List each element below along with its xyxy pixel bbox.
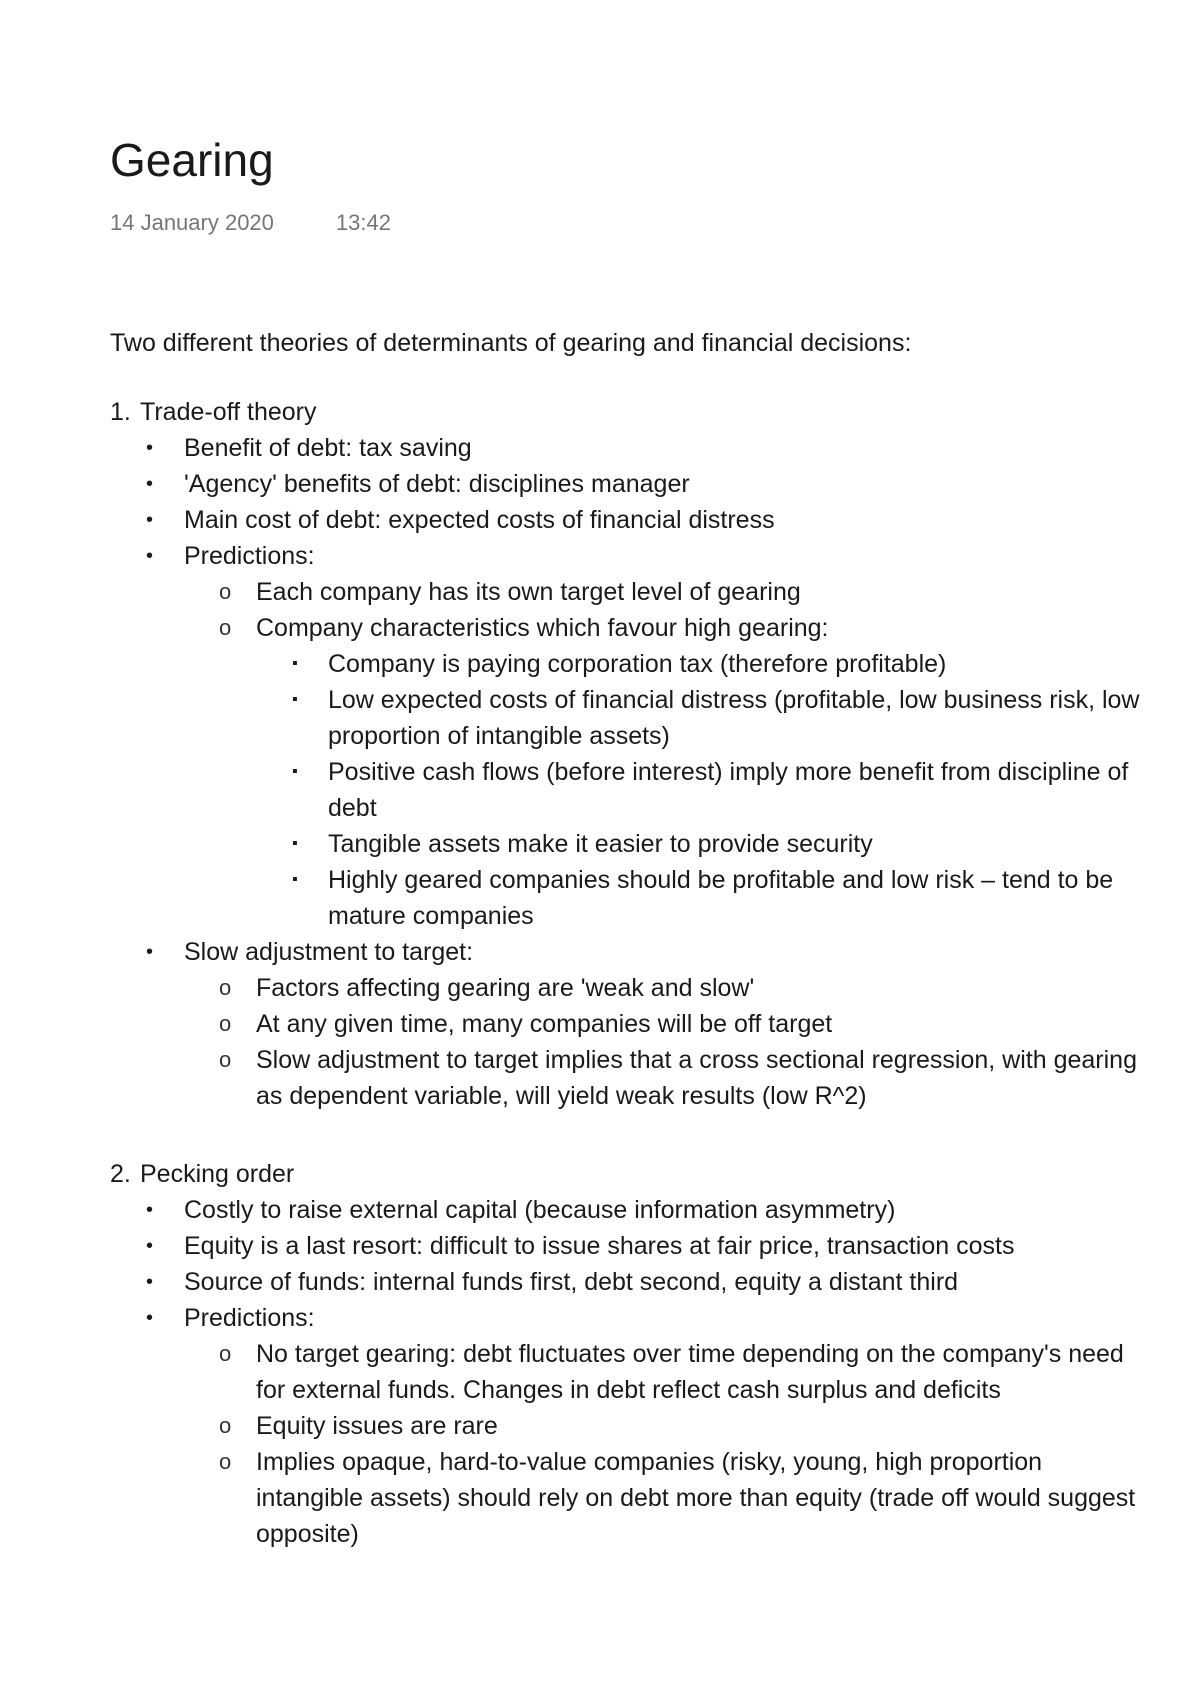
sub-bullet-item xyxy=(184,1444,1140,1552)
circle-marker: o xyxy=(219,1047,232,1072)
bullet-text: Slow adjustment to target: xyxy=(184,938,474,966)
bullet-marker: • xyxy=(146,1307,154,1329)
circle-marker: o xyxy=(219,579,232,604)
bullet-text: Factors affecting gearing are 'weak and slow' xyxy=(256,974,755,1002)
sub-bullet-item xyxy=(184,610,1140,934)
bullet-marker: • xyxy=(146,1199,154,1221)
square-marker: ▪ xyxy=(292,691,298,708)
sub-sub-bullet-item xyxy=(256,862,1140,934)
square-marker: ▪ xyxy=(292,763,298,780)
bullet-item xyxy=(110,1264,1140,1300)
bullet-text: Slow adjustment to target implies that a cross sectional regression, with gearing as dependent variable, will yield weak results (low R^2) xyxy=(256,1046,1137,1110)
page-title: Gearing xyxy=(110,134,274,186)
sub-sub-bullet-item xyxy=(256,646,1140,682)
bullet-text: Each company has its own target level of gearing xyxy=(256,578,801,606)
nested-list xyxy=(184,574,1140,934)
bullet-list xyxy=(110,430,1140,1114)
sub-bullet-item xyxy=(184,1006,1140,1042)
sub-bullet-item xyxy=(184,1042,1140,1114)
square-marker: ▪ xyxy=(292,871,298,888)
bullet-text: Benefit of debt: tax saving xyxy=(184,434,472,462)
sub-sub-bullet-item xyxy=(256,682,1140,754)
bullet-item xyxy=(110,466,1140,502)
note-meta xyxy=(110,208,391,238)
bullet-text: Positive cash flows (before interest) imply more benefit from discipline of debt xyxy=(328,758,1129,822)
bullet-item xyxy=(110,430,1140,466)
bullet-text: Implies opaque, hard-to-value companies (risky, young, high proportion intangible assets) should rely on debt more than equity (trade off would suggest opposite) xyxy=(256,1448,1136,1548)
bullet-text: Company characteristics which favour high gearing: xyxy=(256,614,829,642)
bullet-text: Highly geared companies should be profitable and low risk – tend to be mature companies xyxy=(328,866,1114,930)
sub-bullet-item xyxy=(184,970,1140,1006)
circle-marker: o xyxy=(219,1449,232,1474)
section-number: 2. xyxy=(110,1160,131,1188)
section-trade-off xyxy=(110,394,1140,1114)
note-time: 13:42 xyxy=(335,210,391,235)
section-heading xyxy=(110,1156,1140,1192)
bullet-item xyxy=(110,502,1140,538)
circle-marker: o xyxy=(219,1341,232,1366)
bullet-marker: • xyxy=(146,1271,154,1293)
bullet-text: Costly to raise external capital (because information asymmetry) xyxy=(184,1196,896,1224)
bullet-marker: • xyxy=(146,941,154,963)
bullet-item xyxy=(110,1300,1140,1552)
bullet-text: Equity is a last resort: difficult to issue shares at fair price, transaction costs xyxy=(184,1232,1015,1260)
bullet-text: Predictions: xyxy=(184,542,315,570)
bullet-text: Low expected costs of financial distress (profitable, low business risk, low proportion of intangible assets) xyxy=(328,686,1140,750)
bullet-marker: • xyxy=(146,473,154,495)
bullet-item xyxy=(110,1228,1140,1264)
square-marker: ▪ xyxy=(292,835,298,852)
section-heading xyxy=(110,394,1140,430)
bullet-text: Main cost of debt: expected costs of financial distress xyxy=(184,506,775,534)
note-date: 14 January 2020 xyxy=(110,210,274,235)
bullet-text: Tangible assets make it easier to provide security xyxy=(328,830,873,858)
sub-bullet-item xyxy=(184,574,1140,610)
circle-marker: o xyxy=(219,975,232,1000)
bullet-marker: • xyxy=(146,509,154,531)
intro-text: Two different theories of determinants of gearing and financial decisions: xyxy=(110,329,912,357)
bullet-item xyxy=(110,1192,1140,1228)
bullet-marker: • xyxy=(146,437,154,459)
bullet-text: Company is paying corporation tax (therefore profitable) xyxy=(328,650,947,678)
sub-bullet-item xyxy=(184,1408,1140,1444)
nested-list xyxy=(184,970,1140,1114)
bullet-item xyxy=(110,538,1140,934)
bullet-list xyxy=(110,1192,1140,1552)
circle-marker: o xyxy=(219,615,232,640)
bullet-text: No target gearing: debt fluctuates over time depending on the company's need for external funds. Changes in debt reflect cash surplus and deficits xyxy=(256,1340,1124,1404)
bullet-text: 'Agency' benefits of debt: disciplines manager xyxy=(184,470,690,498)
bullet-marker: • xyxy=(146,1235,154,1257)
section-title: Trade-off theory xyxy=(140,398,317,426)
sub-bullet-item xyxy=(184,1336,1140,1408)
bullet-text: Predictions: xyxy=(184,1304,315,1332)
bullet-text: Equity issues are rare xyxy=(256,1412,498,1440)
bullet-item xyxy=(110,934,1140,1114)
circle-marker: o xyxy=(219,1413,232,1438)
bullet-marker: • xyxy=(146,545,154,567)
bullet-text: Source of funds: internal funds first, debt second, equity a distant third xyxy=(184,1268,959,1296)
nested-list xyxy=(256,646,1140,934)
nested-list xyxy=(184,1336,1140,1552)
square-marker: ▪ xyxy=(292,655,298,672)
sub-sub-bullet-item xyxy=(256,826,1140,862)
sub-sub-bullet-item xyxy=(256,754,1140,826)
section-title: Pecking order xyxy=(140,1160,295,1188)
circle-marker: o xyxy=(219,1011,232,1036)
section-pecking-order xyxy=(110,1156,1140,1552)
section-number: 1. xyxy=(110,398,131,426)
bullet-text: At any given time, many companies will be off target xyxy=(256,1010,833,1038)
